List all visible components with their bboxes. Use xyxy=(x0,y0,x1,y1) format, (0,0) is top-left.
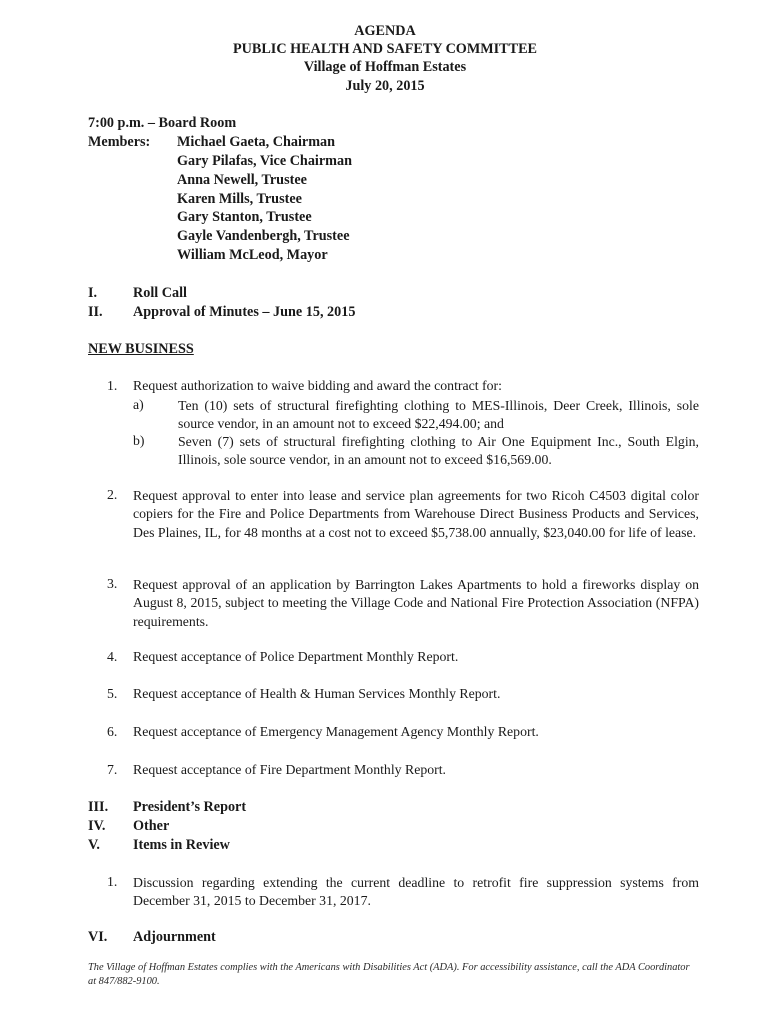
sub-item-text: Seven (7) sets of structural firefighting clothing to Air One Equipment Inc., South Elgin, Illinois, sole source vendor, in an amount not to exceed $16,569.00. xyxy=(178,434,699,468)
agenda-item-adjournment: Adjournment xyxy=(133,929,216,945)
meeting-date: July 20, 2015 xyxy=(345,78,425,94)
list-item-number: 4. xyxy=(107,649,118,664)
list-item-text: Request acceptance of Emergency Management Agency Monthly Report. xyxy=(133,724,539,739)
agenda-item-other: Other xyxy=(133,818,170,834)
list-item-number: 3. xyxy=(107,576,118,591)
agenda-item-roll-call: Roll Call xyxy=(133,285,187,301)
agenda-item-number: II. xyxy=(88,304,103,320)
member-name: Karen Mills, Trustee xyxy=(177,191,302,207)
agenda-title: AGENDA xyxy=(354,23,416,39)
list-item-number: 5. xyxy=(107,686,118,701)
list-item-number: 1. xyxy=(107,874,118,889)
agenda-item-presidents-report: President’s Report xyxy=(133,799,247,815)
sub-item-letter: b) xyxy=(133,433,145,448)
list-item-text: Request acceptance of Fire Department Monthly Report. xyxy=(133,762,447,777)
members-label: Members: xyxy=(88,134,151,150)
member-name: Michael Gaeta, Chairman xyxy=(177,134,336,150)
agenda-item-number: VI. xyxy=(88,929,108,945)
list-item-text: Request acceptance of Health & Human Services Monthly Report. xyxy=(133,686,501,701)
village-name: Village of Hoffman Estates xyxy=(303,59,467,75)
agenda-item-approval-of-minutes: Approval of Minutes – June 15, 2015 xyxy=(133,304,356,320)
agenda-item-number: V. xyxy=(88,837,100,853)
member-name: Gary Pilafas, Vice Chairman xyxy=(177,153,352,169)
list-item-text: Request approval to enter into lease and service plan agreements for two Ricoh C4503 digital color copiers for the Fire and Police Departments from Warehouse Direct Business Products and Services, Des Plaines, IL, for 48 months at a cost not to exceed $5,738.00 annually, $23,040.00 for life of lease. xyxy=(133,488,699,540)
member-name: Gayle Vandenbergh, Trustee xyxy=(177,228,350,244)
list-item-text: Discussion regarding extending the current deadline to retrofit fire suppression systems from December 31, 2015 to December 31, 2017. xyxy=(133,875,699,909)
agenda-item-number: IV. xyxy=(88,818,106,834)
list-item-text: Request authorization to waive bidding and award the contract for: xyxy=(133,378,502,393)
list-item-number: 1. xyxy=(107,378,118,393)
list-item-text: Request approval of an application by Barrington Lakes Apartments to hold a fireworks display on August 8, 2015, subject to meeting the Village Code and National Fire Protection Association (NFPA) requirements. xyxy=(133,577,699,629)
sub-item-letter: a) xyxy=(133,397,144,412)
committee-name: PUBLIC HEALTH AND SAFETY COMMITTEE xyxy=(232,41,538,57)
member-name: William McLeod, Mayor xyxy=(177,247,328,263)
agenda-item-items-in-review: Items in Review xyxy=(133,837,230,853)
member-name: Anna Newell, Trustee xyxy=(177,172,307,188)
list-item-number: 7. xyxy=(107,762,118,777)
list-item-number: 6. xyxy=(107,724,118,739)
agenda-item-number: I. xyxy=(88,285,98,301)
list-item-text: Request acceptance of Police Department Monthly Report. xyxy=(133,649,459,664)
member-name: Gary Stanton, Trustee xyxy=(177,209,312,225)
agenda-item-number: III. xyxy=(88,799,109,815)
new-business-heading: NEW BUSINESS xyxy=(88,341,194,357)
list-item-number: 2. xyxy=(107,487,118,502)
meeting-time-location: 7:00 p.m. – Board Room xyxy=(88,115,237,131)
ada-notice: The Village of Hoffman Estates complies with the Americans with Disabilities Act (ADA). For accessibility assistance, call the ADA Coordinator at 847/882-9100. xyxy=(88,962,690,987)
sub-item-text: Ten (10) sets of structural firefighting clothing to MES-Illinois, Deer Creek, Illinois, sole source vendor, in an amount not to exceed $22,494.00; and xyxy=(178,398,699,432)
